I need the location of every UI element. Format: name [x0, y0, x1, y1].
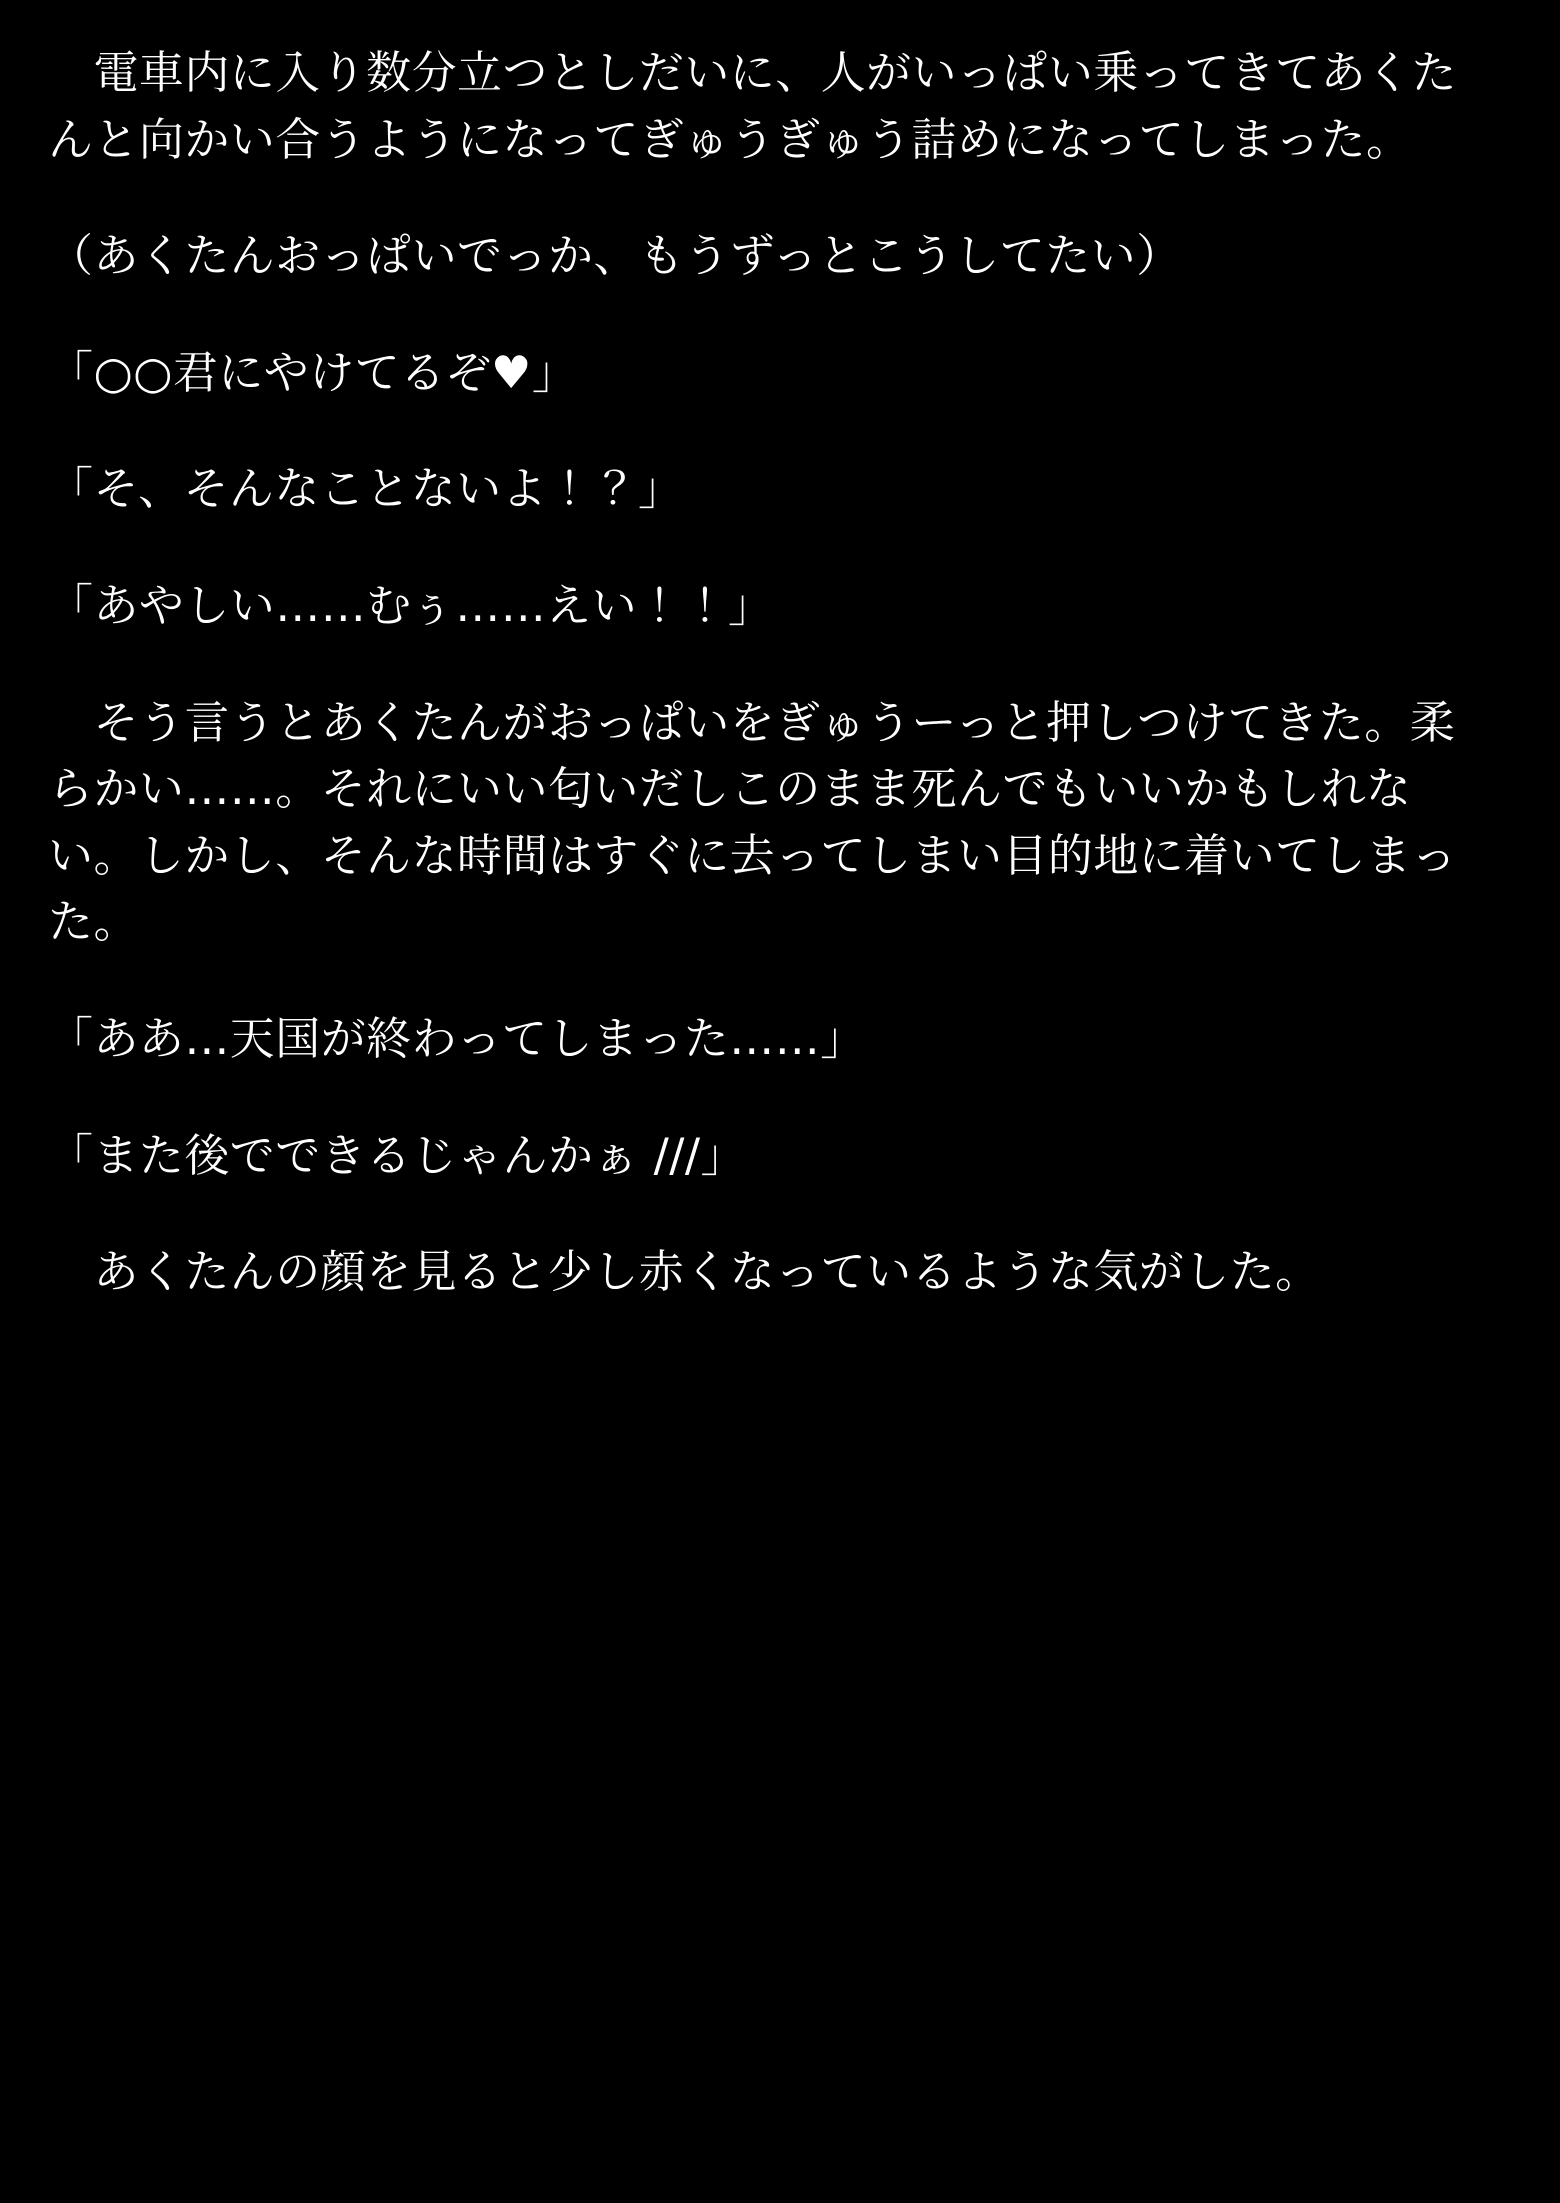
story-text-body — [48, 40, 1498, 1306]
paragraph: 「○○君にやけてるぞ♥」 — [48, 345, 578, 399]
paragraph: あくたんの顔を見ると少し赤くなっているような気がした。 — [48, 1245, 1321, 1299]
paragraph: 「あやしい……むぅ……えい！！」 — [48, 578, 774, 632]
paragraph: 電車内に入り数分立つとしだいに、人がいっぱい乗ってきてあくたんと向かい合うようになってぎゅうぎゅう詰めになってしまった。 — [48, 46, 1457, 166]
paragraph: （あくたんおっぱいでっか、もうずっとこうしてたい） — [48, 229, 1182, 283]
paragraph: そう言うとあくたんがおっぱいをぎゅうーっと押しつけてきた。柔らかい……。それにいい匂いだしこのまま死んでもいいかもしれない。しかし、そんな時間はすぐに去ってしまい目的地に着いてしまった。 — [48, 695, 1457, 949]
paragraph: 「ああ…天国が終わってしまった……」 — [48, 1011, 866, 1065]
paragraph: 「また後でできるじゃんかぁ ///」 — [48, 1128, 746, 1182]
paragraph: 「そ、そんなことないよ！？」 — [48, 462, 684, 516]
